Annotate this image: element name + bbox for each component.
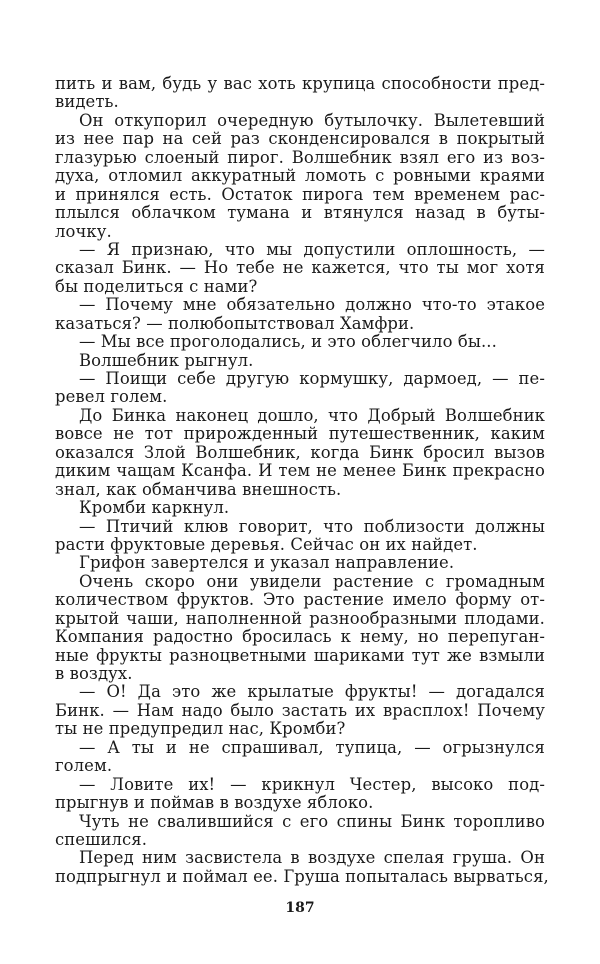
text-line: — Птичий клюв говорит, что поблизости должны (79, 516, 545, 536)
text-line: казаться? — полюбопытствовал Хамфри. (55, 313, 415, 333)
text-line: пить и вам, будь у вас хоть крупица способности пред- (55, 74, 545, 93)
text-line: — Ловите их! — крикнул Честер, высоко под- (79, 774, 545, 794)
text-line: ные фрукты разноцветными шариками тут же взмыли (55, 645, 545, 665)
text-line: Грифон завертелся и указал направление. (79, 553, 455, 573)
text-line: — Мы все проголодались, и это облегчило бы... (79, 332, 497, 352)
text-line: диким чащам Ксанфа. И тем не менее Бинк прекрасно (55, 461, 545, 481)
text-line: бы поделиться с нами? (55, 276, 258, 296)
text-line: плылся облачком тумана и втянулся назад в буты- (55, 203, 545, 223)
text-line: духа, отломил аккуратный ломоть с ровными краями (55, 166, 545, 186)
text-line: прыгнув и поймав в воздухе яблоко. (55, 793, 374, 813)
text-line: — Поищи себе другую кормушку, дармоед, — пе- (79, 369, 545, 388)
text-line: вовсе не тот прирожденный путешественник, каким (55, 424, 545, 444)
text-line: — А ты и не спрашивал, тупица, — огрызнулся (79, 737, 545, 757)
text-line: знал, как обманчива внешность. (55, 479, 342, 499)
text-line: Волшебник рыгнул. (79, 350, 254, 370)
text-line: видеть. (55, 92, 119, 112)
text-line: — О! Да это же крылатые фрукты! — догадался (79, 682, 545, 702)
text-line: сказал Бинк. — Но тебе не кажется, что ты мог хотя (55, 258, 545, 278)
text-line: Компания радостно бросилась к нему, но перепуган- (55, 627, 545, 647)
text-line: Очень скоро они увидели растение с громадным (79, 571, 545, 591)
text-line: оказался Злой Волшебник, когда Бинк бросил вызов (55, 442, 545, 462)
text-line: — Почему мне обязательно должно что-то этакое (79, 295, 545, 315)
text-line: Он откупорил очередную бутылочку. Вылетевший (79, 110, 545, 130)
text-line: глазурью слоеный пирог. Волшебник взял его из воз- (55, 147, 545, 167)
text-line: лочку. (55, 221, 112, 241)
text-line: спешился. (55, 829, 148, 849)
text-line: ревел голем. (55, 387, 168, 407)
text-line: ты не предупредил нас, Кромби? (55, 719, 346, 739)
page-number: 187 (285, 900, 315, 916)
text-line: в воздух. (55, 664, 133, 683)
text-line: До Бинка наконец дошло, что Добрый Волшебник (79, 405, 545, 425)
text-line: количеством фруктов. Это растение имело форму от- (55, 590, 545, 610)
text-line: расти фруктовые деревья. Сейчас он их найдет. (55, 534, 478, 554)
text-line: и принялся есть. Остаток пирога тем временем рас- (55, 184, 545, 204)
text-line: Кромби каркнул. (79, 498, 230, 518)
text-line: подпрыгнул и поймал ее. Груша попыталась вырваться, (55, 866, 549, 886)
text-line: — Я признаю, что мы допустили оплошность, — (79, 239, 545, 259)
text-line: крытой чаши, наполненной разнообразными плодами. (55, 608, 545, 628)
text-line: из нее пар на сей раз сконденсировался в покрытый (55, 129, 545, 149)
text-line: Бинк. — Нам надо было застать их врасплох! Почему (55, 700, 545, 720)
text-line: Чуть не свалившийся с его спины Бинк торопливо (79, 811, 545, 831)
text-line: Перед ним засвистела в воздухе спелая груша. Он (79, 848, 545, 868)
book-page-text (55, 74, 549, 886)
text-line: голем. (55, 756, 113, 776)
